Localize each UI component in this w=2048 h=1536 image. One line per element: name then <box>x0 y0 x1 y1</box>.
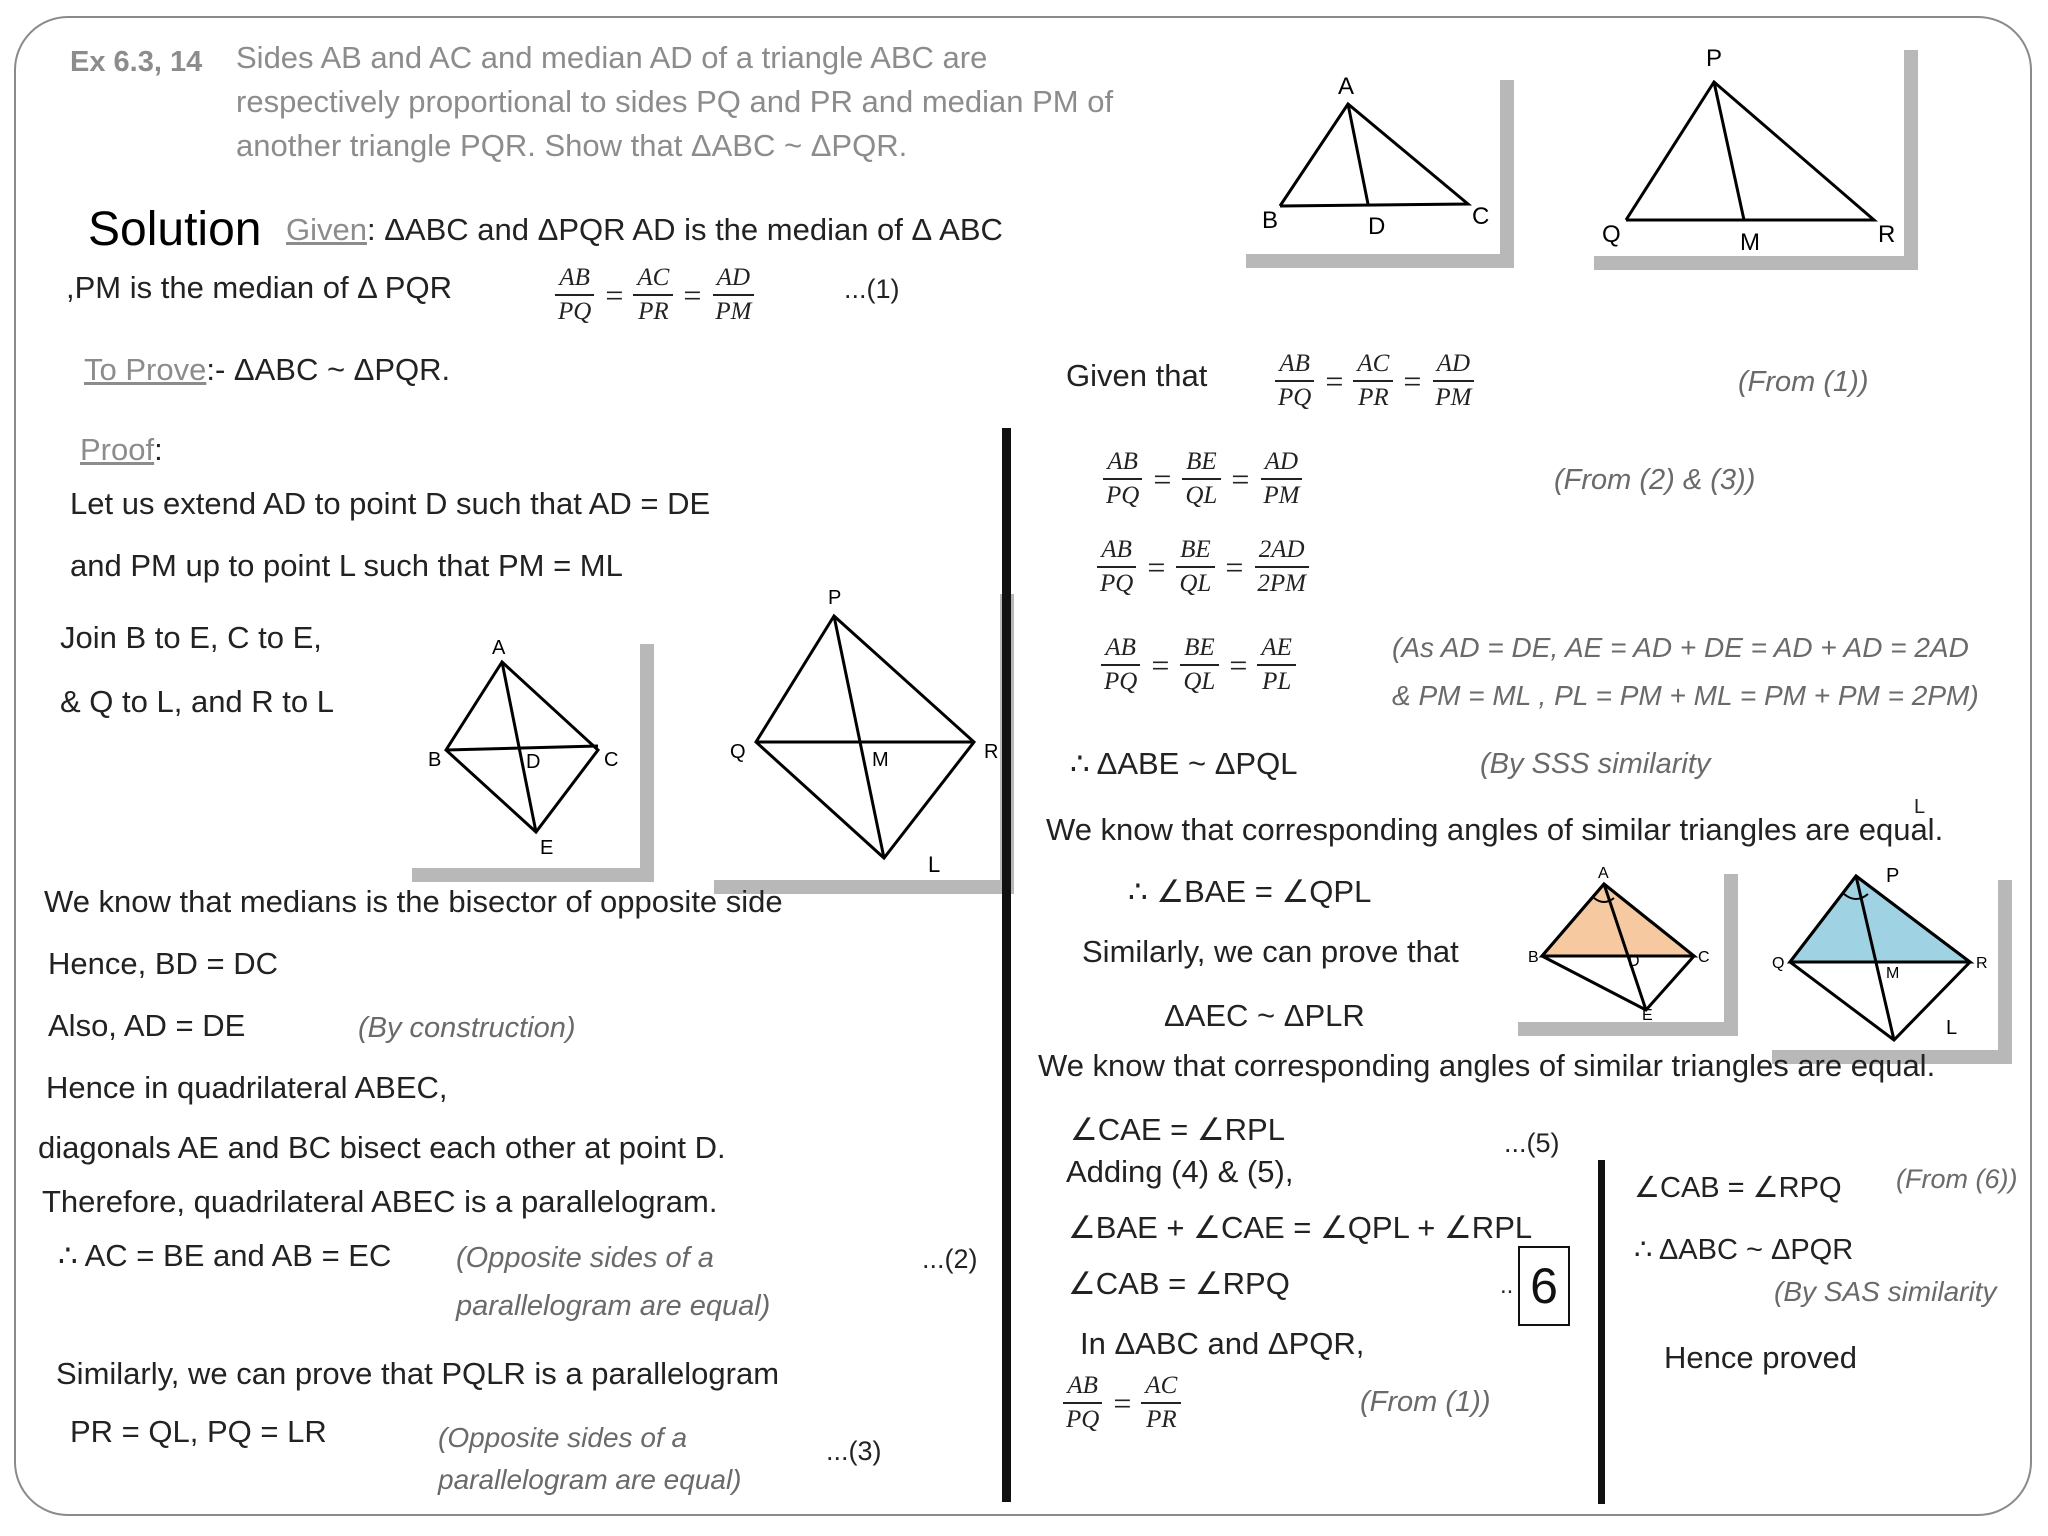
label-q: Q <box>730 741 746 763</box>
label-d: D <box>526 751 541 773</box>
given-text: : ΔABC and ΔPQR AD is the median of Δ ABC <box>366 212 1003 247</box>
reason-opposite-1a: (Opposite sides of a <box>456 1242 714 1274</box>
equation-be-ql: $\frac{AB}{PQ}$ = $\frac{BE}{QL}$ = $\frac{AD}{PM}$ <box>1098 448 1308 510</box>
statement-line-3: another triangle PQR. Show that ΔABC ~ ΔPQR. <box>236 128 908 163</box>
to-prove-word: To Prove <box>84 352 207 387</box>
label-m: M <box>1740 229 1760 256</box>
given-word: Given <box>286 212 367 247</box>
line-cae-rpl: ∠CAE = ∠RPL <box>1070 1112 1285 1147</box>
line-quadrilateral: Hence in quadrilateral ABEC, <box>46 1070 448 1105</box>
line-pr-ql: PR = QL, PQ = LR <box>70 1414 327 1449</box>
label-a: A <box>492 637 506 659</box>
exercise-label: Ex 6.3, 14 <box>70 46 203 78</box>
label-p: P <box>1886 866 1900 887</box>
line-extend-pm: and PM up to point L such that PM = ML <box>70 548 623 583</box>
line-bd-dc: Hence, BD = DC <box>48 946 279 981</box>
reason-sas: (By SAS similarity <box>1774 1276 1997 1307</box>
shaded-triangle-pqr <box>1790 876 1970 962</box>
far-cab-rpq: ∠CAB = ∠RPQ <box>1634 1172 1842 1204</box>
equation-3-label: ...(3) <box>826 1436 882 1466</box>
reason-as-ad-1: (As AD = DE, AE = AD + DE = AD + AD = 2AD <box>1392 632 1969 663</box>
label-l: L <box>928 852 941 877</box>
label-q: Q <box>1602 221 1621 248</box>
line-medians: We know that medians is the bisector of opposite side <box>44 884 783 919</box>
label-d: D <box>1628 953 1640 970</box>
line-similarly-prove: Similarly, we can prove that <box>1082 934 1459 969</box>
line-angle-sum: ∠BAE + ∠CAE = ∠QPL + ∠RPL <box>1068 1210 1533 1245</box>
reason-opposite-2b: parallelogram are equal) <box>438 1464 742 1495</box>
line-in-abc-pqr: In ΔABC and ΔPQR, <box>1080 1326 1365 1361</box>
given-line-2: ,PM is the median of Δ PQR <box>66 270 452 305</box>
label-e: E <box>1642 1007 1653 1022</box>
far-abc-pqr: ∴ ΔABC ~ ΔPQR <box>1634 1234 1854 1266</box>
to-prove-line <box>84 352 450 388</box>
label-c: C <box>604 749 619 771</box>
line-cab-rpq: ∠CAB = ∠RPQ <box>1068 1266 1290 1301</box>
label-q: Q <box>1772 955 1785 972</box>
statement-line-2: respectively proportional to sides PQ and PR and median PM of <box>236 84 1114 119</box>
label-l: L <box>1946 1017 1958 1039</box>
label-b: B <box>1262 207 1279 234</box>
given-ratio-equation: $\frac{AB}{PQ}$ = $\frac{AC}{PR}$ = $\frac{AD}{PM}$ <box>550 264 759 326</box>
line-adding: Adding (4) & (5), <box>1066 1154 1294 1189</box>
line-extend-ad: Let us extend AD to point D such that AD = DE <box>70 486 711 521</box>
reason-sss: (By SSS similarity <box>1480 748 1711 780</box>
proof-heading: Proof: <box>80 432 163 467</box>
proof-word: Proof <box>80 432 155 467</box>
label-b: B <box>428 749 442 771</box>
line-join-2: & Q to L, and R to L <box>60 684 334 719</box>
given-line <box>286 212 1003 248</box>
equation-1-label: ...(1) <box>844 274 900 304</box>
line-know-angles-1: We know that corresponding angles of similar triangles are equal. <box>1046 812 1944 847</box>
reason-construction: (By construction) <box>358 1012 576 1044</box>
reason-opposite-2a: (Opposite sides of a <box>438 1422 688 1453</box>
solution-title: Solution <box>88 203 262 256</box>
line-join-1: Join B to E, C to E, <box>60 620 322 655</box>
figure-triangle-pqr <box>1580 36 1904 256</box>
line-aec-plr: ΔAEC ~ ΔPLR <box>1164 998 1365 1033</box>
equation-5-label: ...(5) <box>1504 1128 1560 1158</box>
line-know-angles-2: We know that corresponding angles of similar triangles are equal. <box>1038 1048 1936 1083</box>
reason-as-ad-2: & PM = ML , PL = PM + ML = PM + PM = 2PM) <box>1392 680 1979 711</box>
label-r: R <box>1878 221 1896 248</box>
figure-shaded-pqlr <box>1758 866 1998 1050</box>
figure-parallelogram-abec <box>398 630 640 868</box>
label-m: M <box>1886 965 1900 982</box>
label-p: P <box>828 587 842 609</box>
statement-line-1: Sides AB and AC and median AD of a triangle ABC are <box>236 40 988 75</box>
label-p: P <box>1706 45 1723 72</box>
label-r: R <box>1976 955 1988 972</box>
equation-2-label: ...(2) <box>922 1244 978 1274</box>
reason-from-2-3: (From (2) & (3)) <box>1554 464 1756 496</box>
to-prove-text: :- ΔABC ~ ΔPQR. <box>206 352 451 387</box>
label-e: E <box>540 837 554 859</box>
reason-from-1: (From (1)) <box>1738 366 1869 398</box>
label-fragment: .. <box>1500 1272 1514 1299</box>
label-a: A <box>1598 865 1609 882</box>
line-similarly-pqlr: Similarly, we can prove that PQLR is a parallelogram <box>56 1356 780 1391</box>
label-a: A <box>1338 73 1355 100</box>
figure-shaded-abec <box>1504 860 1724 1022</box>
reason-from-1b: (From (1)) <box>1360 1386 1491 1418</box>
label-c: C <box>1472 203 1490 230</box>
label-c: C <box>1698 949 1710 966</box>
reason-opposite-1b: parallelogram are equal) <box>456 1290 771 1322</box>
label-r: R <box>984 741 999 763</box>
column-divider-right <box>1598 1160 1605 1504</box>
line-diagonals: diagonals AE and BC bisect each other at point D. <box>38 1130 726 1165</box>
equation-6-box: 6 <box>1518 1246 1570 1326</box>
label-m: M <box>872 749 889 771</box>
column-divider <box>1002 428 1011 1502</box>
equation-ae-pl: $\frac{AB}{PQ}$ = $\frac{BE}{QL}$ = $\frac{AE}{PL}$ <box>1096 634 1300 696</box>
equation-2ad-2pm: $\frac{AB}{PQ}$ = $\frac{BE}{QL}$ = $\frac{2AD}{2PM}$ <box>1092 536 1314 598</box>
line-ad-de: Also, AD = DE <box>48 1008 246 1043</box>
line-ac-be: ∴ AC = BE and AB = EC <box>58 1238 392 1273</box>
label-b: B <box>1528 949 1539 966</box>
equation-ab-ac: $\frac{AB}{PQ}$ = $\frac{AC}{PR}$ <box>1058 1372 1185 1434</box>
stray-label-l: L <box>1914 796 1926 818</box>
given-that-label: Given that <box>1066 358 1208 393</box>
given-that-equation: $\frac{AB}{PQ}$ = $\frac{AC}{PR}$ = $\frac{AD}{PM}$ <box>1270 350 1479 412</box>
hence-proved: Hence proved <box>1664 1340 1858 1375</box>
figure-parallelogram-pqlr <box>700 580 1000 880</box>
line-parallelogram: Therefore, quadrilateral ABEC is a parallelogram. <box>42 1184 718 1219</box>
label-d: D <box>1368 213 1386 240</box>
line-abe-pql: ∴ ΔABE ~ ΔPQL <box>1070 746 1298 781</box>
line-bae-qpl: ∴ ∠BAE = ∠QPL <box>1128 874 1372 909</box>
figure-triangle-abc <box>1232 66 1500 254</box>
reason-from-6: (From (6)) <box>1896 1164 2018 1194</box>
